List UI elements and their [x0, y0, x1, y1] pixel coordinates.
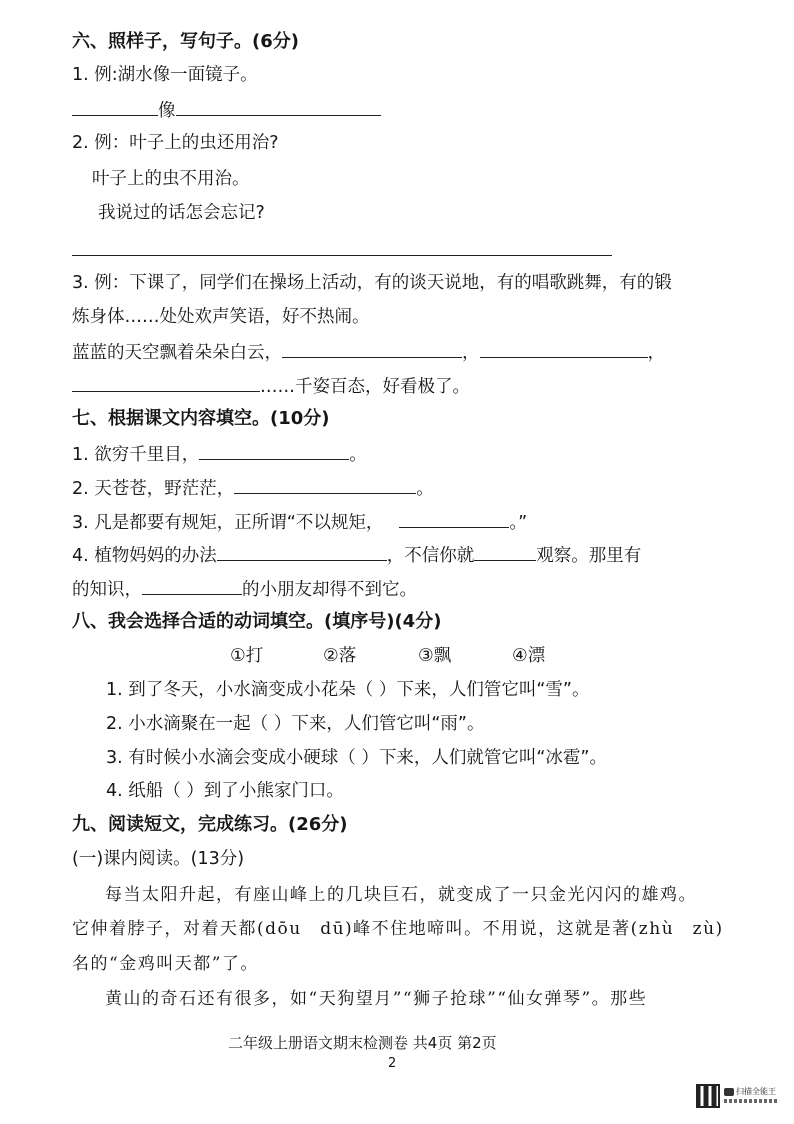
- s7-q3-text: 3. 凡是都要有规矩，正所谓“不以规矩，: [72, 513, 384, 533]
- s6-q3-prompt: 蓝蓝的天空飘着朵朵白云，: [72, 343, 282, 363]
- s6-q2-example-answer: 叶子上的虫不用治。: [92, 169, 250, 189]
- s8-option-1: ①打: [230, 646, 264, 666]
- s6-q3-fill-line1: [72, 340, 665, 365]
- s7-q1: [72, 442, 367, 467]
- s7-q2-end: 。: [416, 479, 434, 499]
- answer-blank[interactable]: [480, 340, 648, 358]
- section-8-title: 八、我会选择合适的动词填空。(填序号)(4分): [72, 611, 442, 632]
- s7-q4-line2: [72, 577, 417, 602]
- answer-blank[interactable]: [199, 442, 349, 460]
- footer-page-number: 2: [388, 1056, 397, 1071]
- s7-q1-end: 。: [349, 445, 367, 465]
- s8-q3: 3. 有时候小水滴会变成小硬球（ ）下来，人们就管它叫“冰雹”。: [106, 748, 607, 768]
- s8-q4: 4. 纸船（ ）到了小熊家门口。: [106, 781, 344, 801]
- s9-para1-line2: 它伸着脖子，对着天都(dōu dū)峰不住地啼叫。不用说，这就是著(zhù zù): [72, 919, 724, 939]
- answer-blank[interactable]: [474, 543, 536, 561]
- s6-q3-sep2: ，: [647, 343, 665, 363]
- section-7-title: 七、根据课文内容填空。(10分): [72, 408, 330, 429]
- s6-q2-example: 2. 例：叶子上的虫还用治?: [72, 133, 279, 153]
- footer-text: 二年级上册语文期末检测卷 共4页 第2页: [228, 1034, 497, 1052]
- s7-q2-text: 2. 天苍苍，野茫茫，: [72, 479, 235, 499]
- s6-q3-line1: 3. 例：下课了，同学们在操场上活动，有的谈天说地，有的唱歌跳舞，有的锻: [72, 273, 672, 293]
- s9-subsection-title: (一)课内阅读。(13分): [72, 849, 245, 869]
- s6-q3-sep1: ，: [462, 343, 480, 363]
- s8-q1: 1. 到了冬天，小水滴变成小花朵（ ）下来，人们管它叫“雪”。: [106, 680, 590, 700]
- scanner-subtext: [724, 1099, 778, 1103]
- s6-q1-fill-line: [72, 98, 381, 123]
- s8-option-3: ③飘: [418, 646, 452, 666]
- s6-q2-answer-line[interactable]: [72, 255, 612, 256]
- s6-q1-mid: 像: [158, 101, 176, 121]
- s7-q4-line1: [72, 543, 641, 568]
- s7-q4-d: 的知识，: [72, 580, 142, 600]
- s9-para2-line1: 黄山的奇石还有很多，如“天狗望月”“狮子抢球”“仙女弹琴”。那些: [105, 989, 648, 1009]
- answer-blank[interactable]: [176, 98, 381, 116]
- s7-q1-text: 1. 欲穷千里目，: [72, 445, 200, 465]
- s7-q4-a: 4. 植物妈妈的办法: [72, 546, 217, 566]
- s8-option-2: ②落: [323, 646, 357, 666]
- scanner-logo-icon: [724, 1088, 734, 1096]
- s8-option-4: ④漂: [512, 646, 546, 666]
- s6-q3-line2: 炼身体……处处欢声笑语，好不热闹。: [72, 307, 370, 327]
- answer-blank[interactable]: [72, 374, 260, 392]
- s6-q2-prompt: 我说过的话怎会忘记?: [98, 203, 265, 223]
- s7-q2: [72, 476, 434, 501]
- s8-q2: 2. 小水滴聚在一起（ ）下来，人们管它叫“雨”。: [106, 714, 485, 734]
- s7-q4-b: ，不信你就: [386, 546, 475, 566]
- s7-q3-end: 。”: [509, 513, 528, 533]
- s7-q4-e: 的小朋友却得不到它。: [242, 580, 417, 600]
- answer-blank[interactable]: [142, 577, 242, 595]
- qr-code-icon: [696, 1084, 720, 1108]
- s6-q3-fill-line2: [72, 374, 470, 399]
- answer-blank[interactable]: [72, 98, 158, 116]
- scanner-badge-label: 扫描全能王: [736, 1087, 776, 1096]
- section-9-title: 九、阅读短文，完成练习。(26分): [72, 814, 348, 835]
- scanner-badge: [724, 1086, 776, 1097]
- s6-q1-example: 1. 例:湖水像一面镜子。: [72, 65, 258, 85]
- section-6-title: 六、照样子，写句子。(6分): [72, 31, 299, 52]
- s7-q3: [72, 510, 527, 535]
- s9-para1-line1: 每当太阳升起，有座山峰上的几块巨石，就变成了一只金光闪闪的雄鸡。: [105, 885, 697, 905]
- answer-blank[interactable]: [234, 476, 416, 494]
- answer-blank[interactable]: [399, 510, 509, 528]
- answer-blank[interactable]: [282, 340, 462, 358]
- s6-q3-end: ……千姿百态，好看极了。: [260, 377, 470, 397]
- s9-para1-line3: 名的“金鸡叫天都”了。: [72, 954, 259, 974]
- s7-q4-c: 观察。那里有: [536, 546, 642, 566]
- answer-blank[interactable]: [217, 543, 387, 561]
